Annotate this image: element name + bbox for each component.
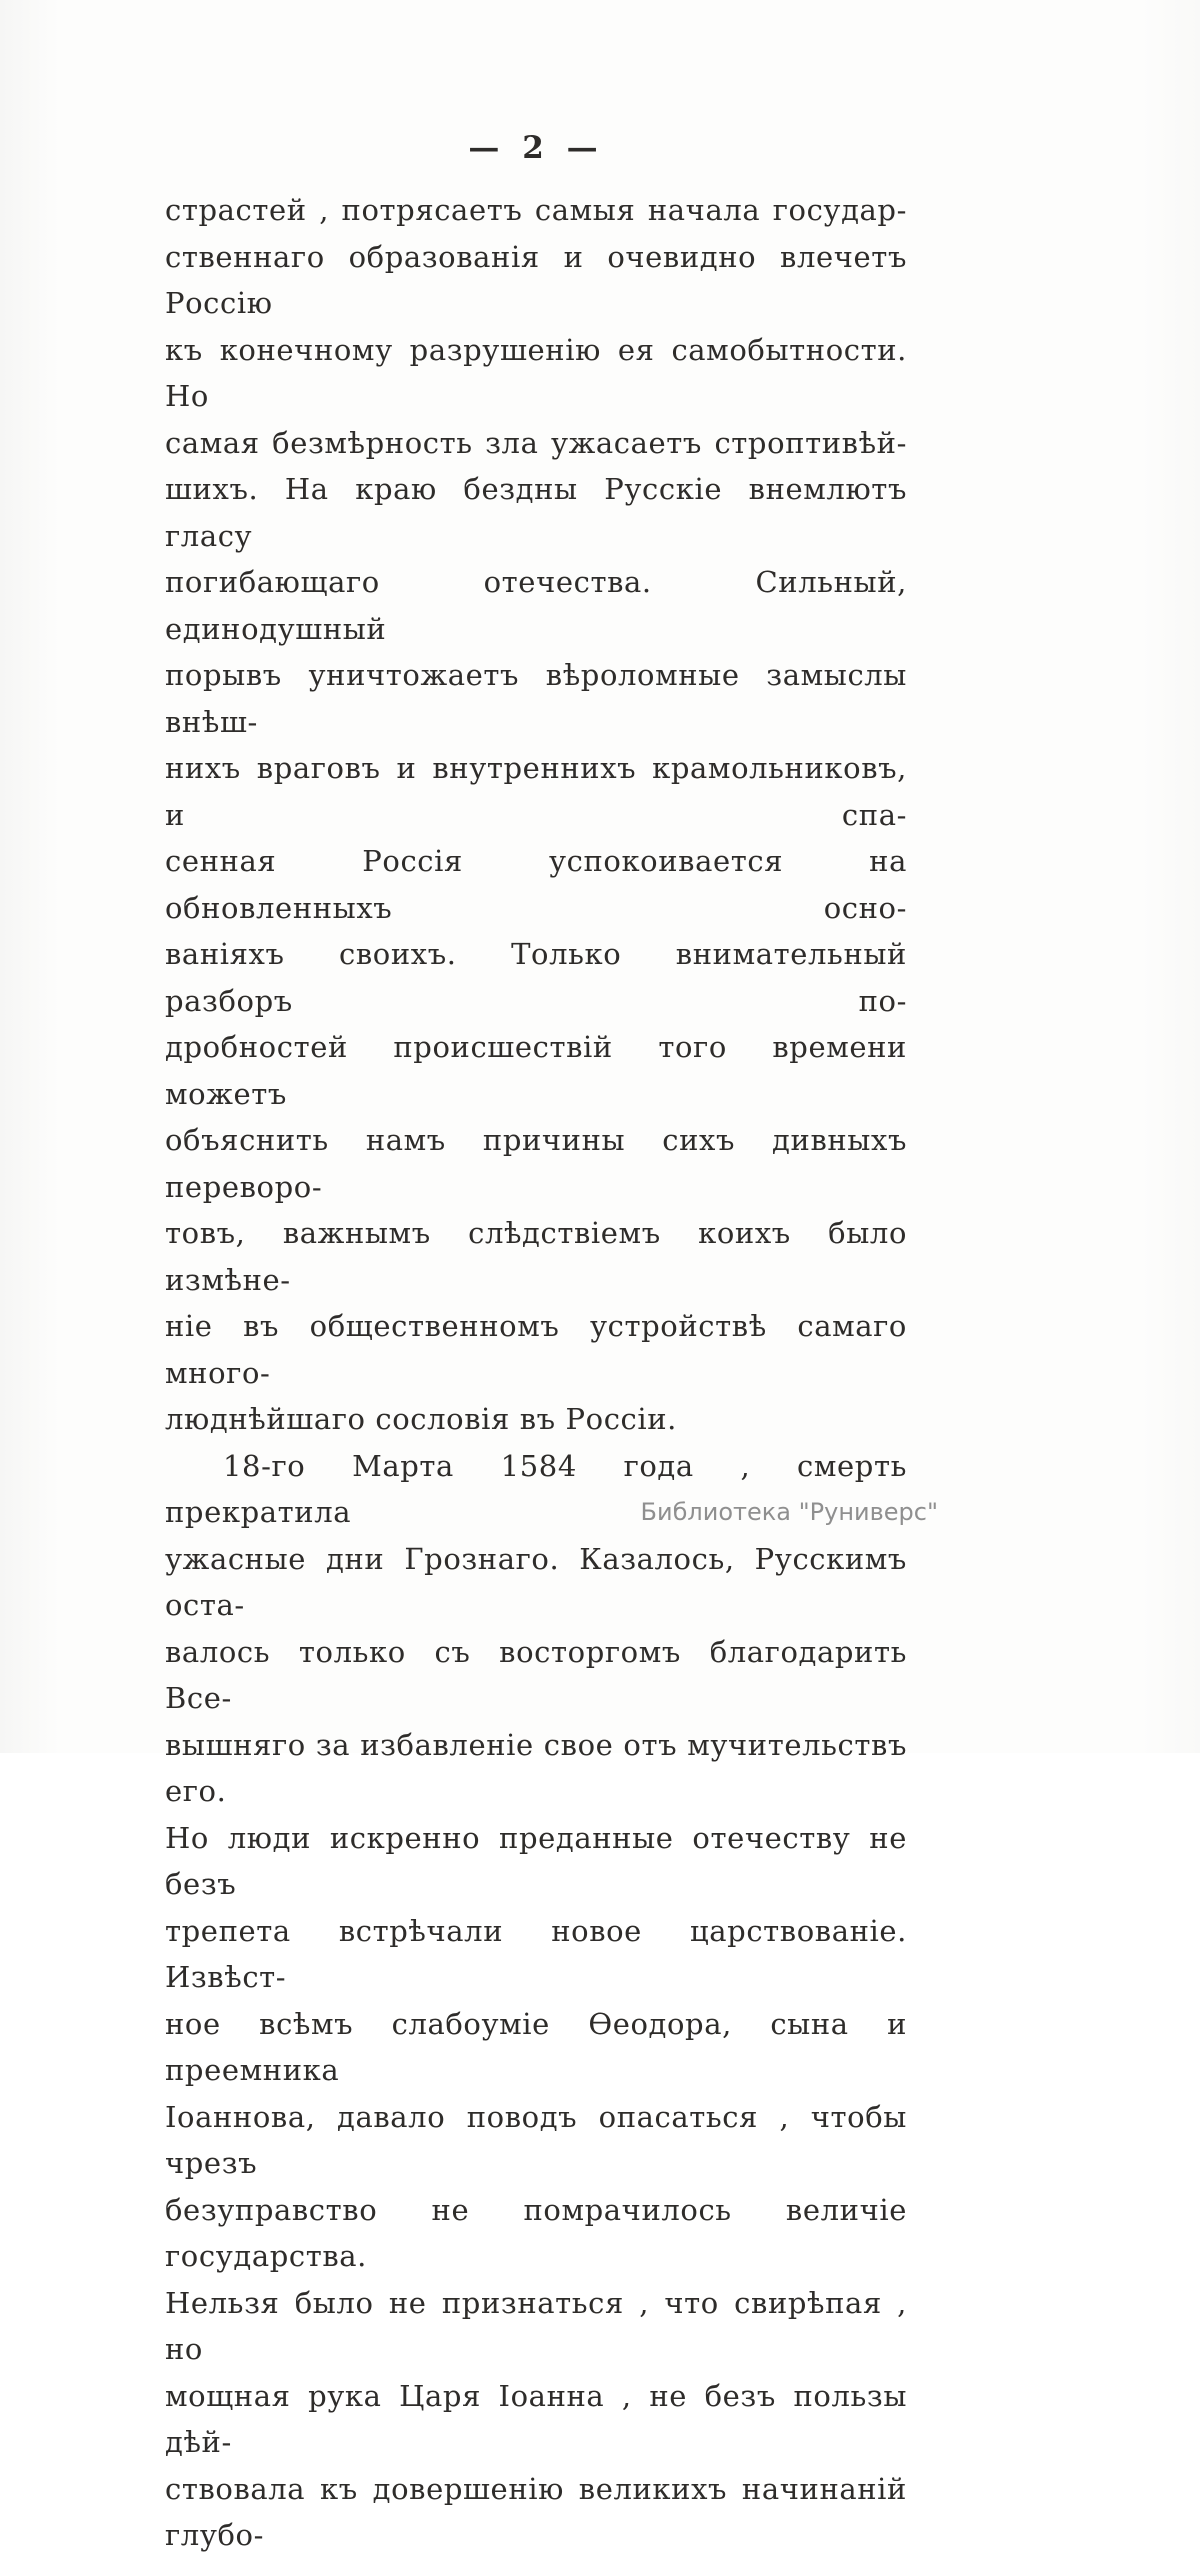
text-line: самая безмѣрность зла ужасаетъ строптивѣй- — [165, 425, 907, 460]
text-line: ственнаго образованія и очевидно влечетъ Россію — [165, 239, 907, 320]
text-line: ніе въ общественномъ устройствѣ самаго много- — [165, 1309, 907, 1390]
text-line: нихъ враговъ и внутреннихъ крамольниковъ, и спа- — [165, 751, 907, 832]
text-line: 18-го Марта 1584 года , смерть прекратила — [165, 1448, 907, 1529]
text-line: къ конечному разрушенію ея самобытности. Но — [165, 332, 907, 413]
text-line: страстей , потрясаетъ самыя начала государ- — [165, 193, 907, 227]
text-line: мощная рука Царя Іоанна , не безъ пользы дѣй- — [165, 2378, 907, 2459]
text-line: вышняго за избавленіе свое отъ мучительствъ его. — [165, 1727, 907, 1808]
text-line: безуправство не помрачилось величіе государства. — [165, 2192, 907, 2273]
page-number: — 2 — — [468, 130, 604, 166]
text-line: ствовала къ довершенію великихъ начинаній глубо- — [165, 2471, 907, 2552]
text-line: ваніяхъ своихъ. Только внимательный разборъ по- — [165, 937, 907, 1018]
text-line: Но люди искренно преданные отечеству не безъ — [165, 1820, 907, 1901]
text-line: Нельзя было не признаться , что свирѣпая , но — [165, 2285, 907, 2366]
text-line: сенная Россія успокоивается на обновленныхъ осно- — [165, 844, 907, 925]
text-line: ужасные дни Грознаго. Казалось, Русскимъ оста- — [165, 1541, 907, 1622]
paragraph-continuation — [165, 187, 907, 1443]
text-line: дробностей происшествій того времени можетъ — [165, 1030, 907, 1111]
paragraph-new — [165, 1443, 907, 2559]
text-line: товъ, важнымъ слѣдствіемъ коихъ было измѣне- — [165, 1216, 907, 1297]
text-block — [165, 187, 907, 2559]
text-line: люднѣйшаго сословія въ Россіи. — [165, 1402, 678, 1436]
text-line: валось только съ восторгомъ благодарить Все- — [165, 1634, 907, 1715]
text-line: Іоаннова, давало поводъ опасаться , чтобы чрезъ — [165, 2099, 907, 2180]
text-line: шихъ. На краю бездны Русскіе внемлютъ гласу — [165, 472, 907, 553]
library-watermark: Библиотека "Руниверс" — [640, 1498, 938, 1526]
text-line: ное всѣмъ слабоуміе Ѳеодора, сына и преемника — [165, 2006, 907, 2087]
text-line: порывъ уничтожаетъ вѣроломные замыслы внѣш- — [165, 658, 907, 739]
text-line: погибающаго отечества. Сильный, единодушный — [165, 565, 907, 646]
text-line: трепета встрѣчали новое царствованіе. Извѣст- — [165, 1913, 907, 1994]
text-line: объяснить намъ причины сихъ дивныхъ переворо- — [165, 1123, 907, 1204]
